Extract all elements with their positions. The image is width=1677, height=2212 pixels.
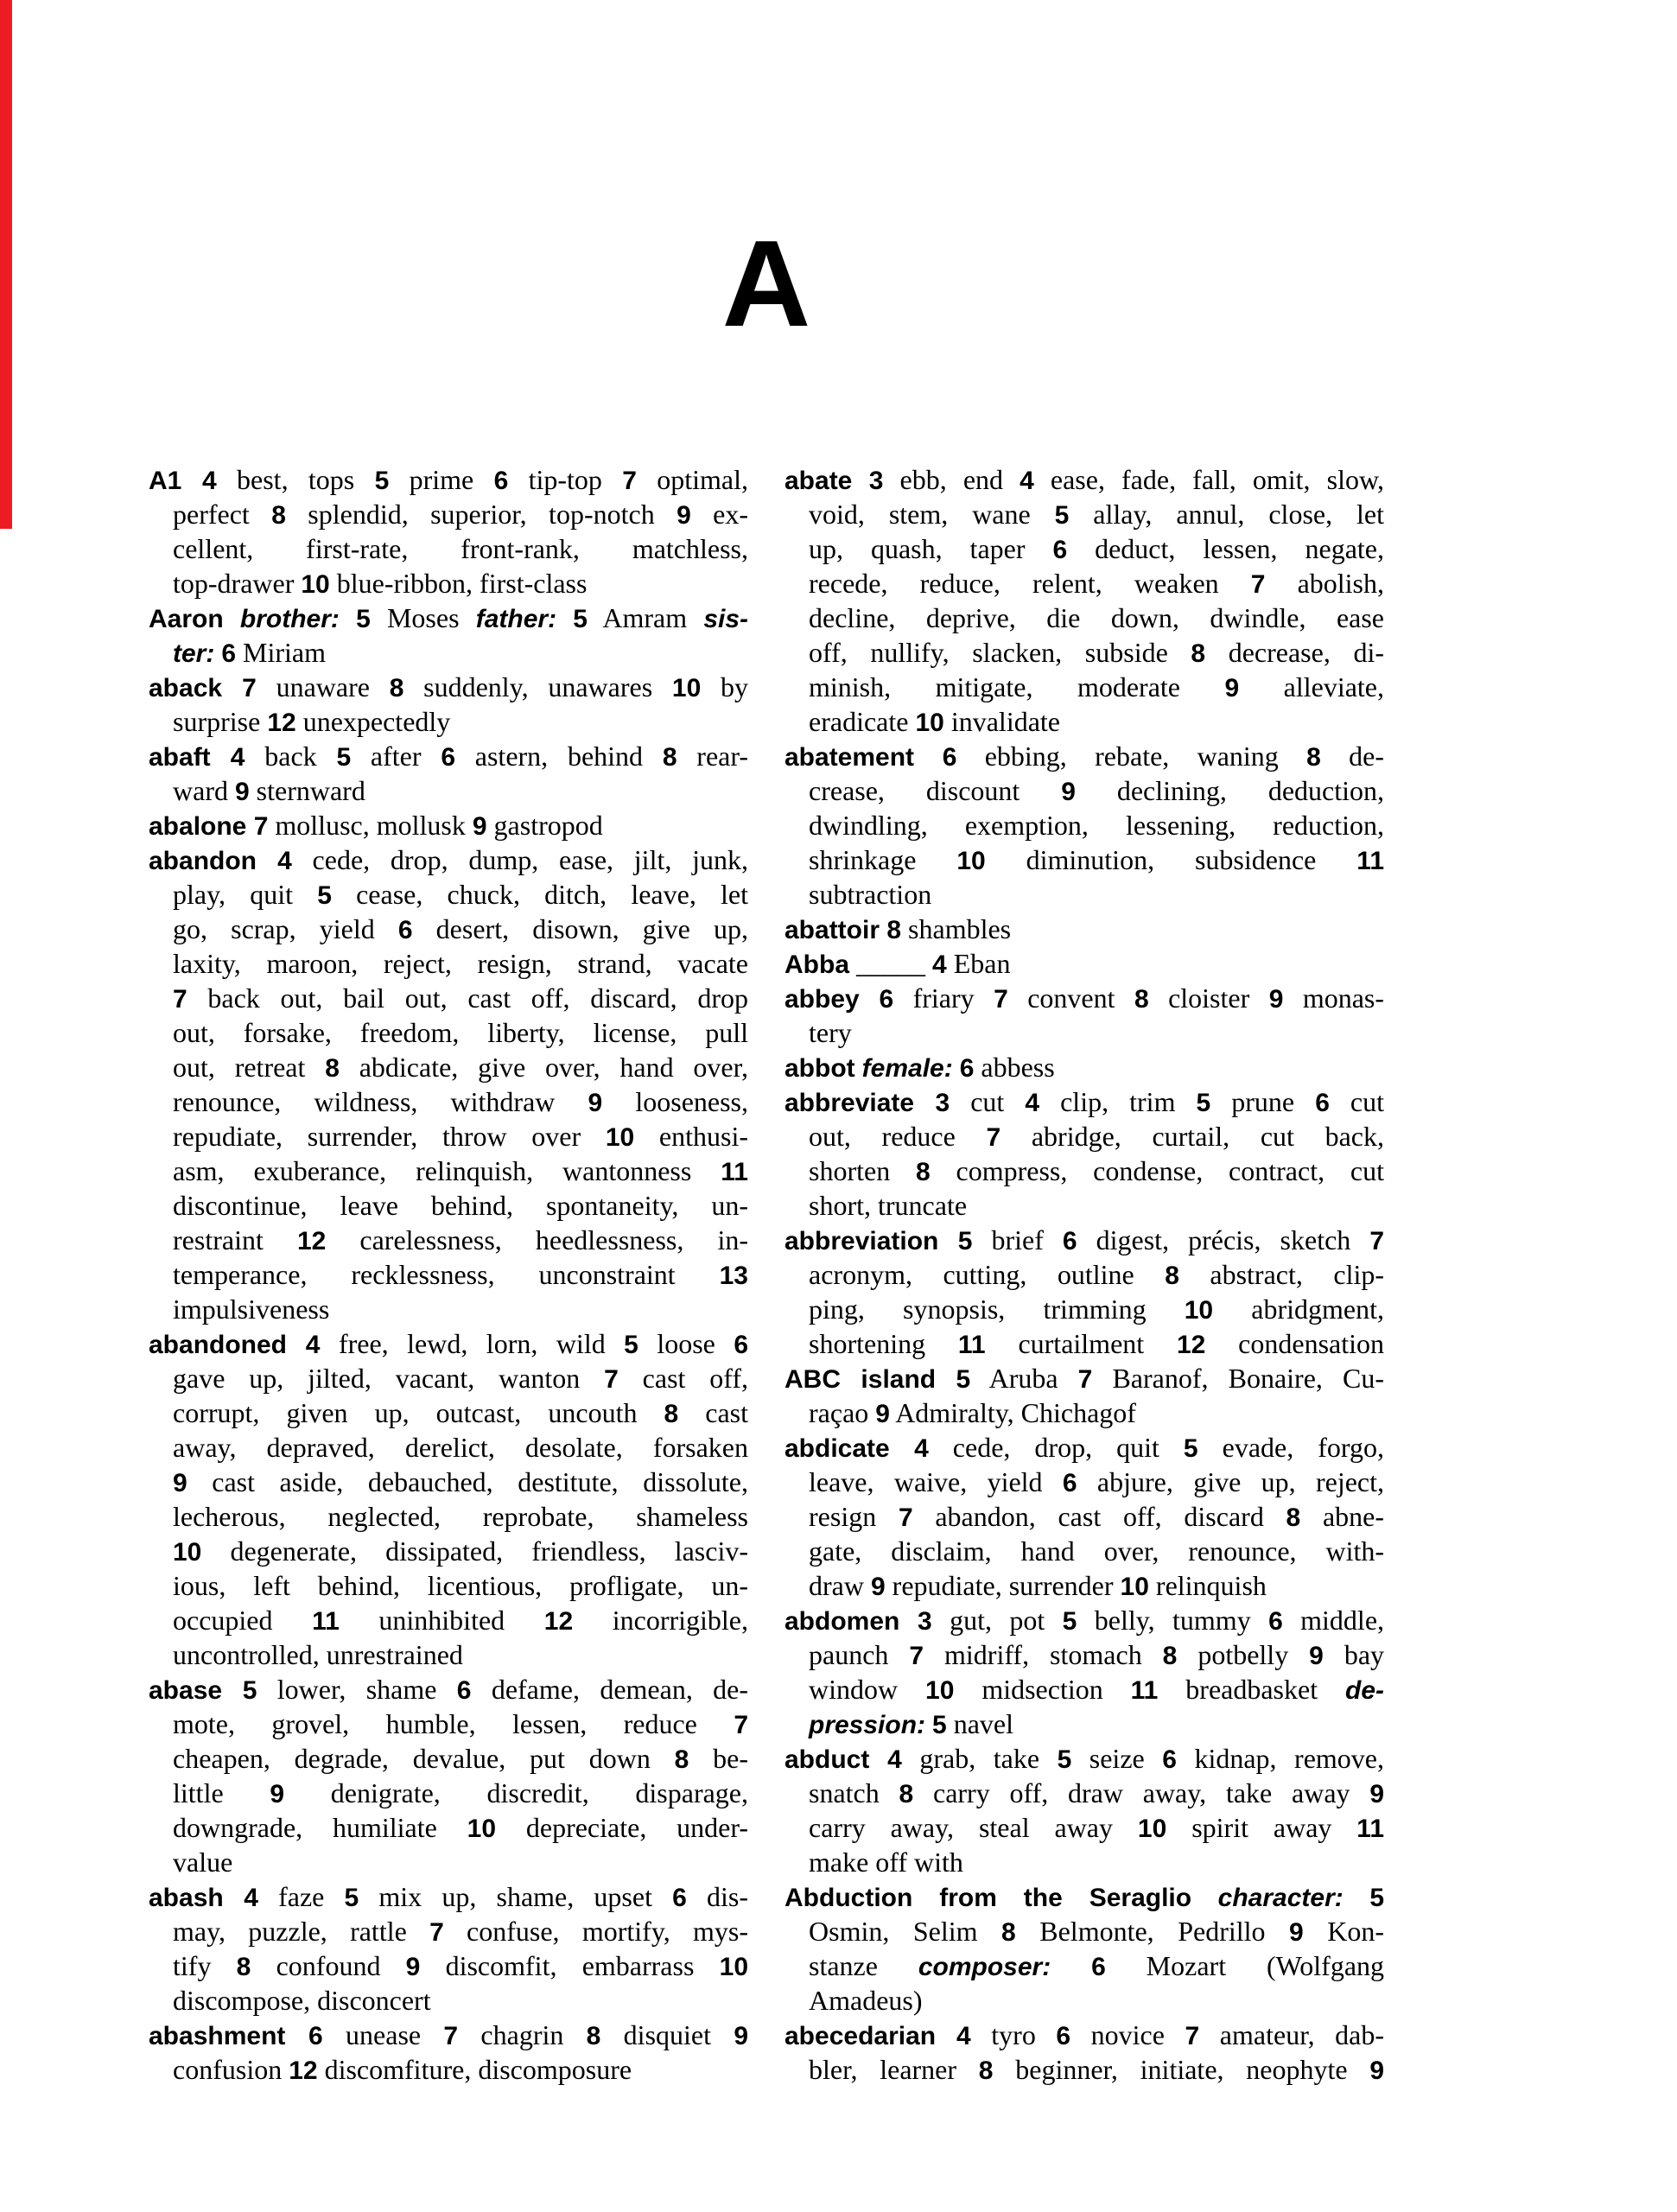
text-line: cheapen, degrade, devalue, put down 8 be- bbox=[173, 1743, 748, 1774]
text-line: out, reduce 7 abridge, curtail, cut back, bbox=[809, 1121, 1385, 1152]
text-line: lecherous, neglected, reprobate, shameless bbox=[173, 1501, 748, 1532]
headword-or-count: 6 bbox=[959, 1054, 975, 1083]
headword-or-count: 8 bbox=[662, 743, 677, 772]
headword-or-count: 7 bbox=[429, 1918, 444, 1947]
headword-or-count: Aaron bbox=[149, 605, 224, 633]
headword-or-count: 8 bbox=[674, 1745, 689, 1774]
text-line: restraint 12 carelessness, heedlessness, in- bbox=[173, 1224, 749, 1255]
text-line: eradicate 10 invalidate bbox=[809, 706, 1060, 737]
headword-or-count: 7 bbox=[909, 1642, 924, 1670]
headword-or-count: abase 5 bbox=[149, 1676, 257, 1705]
headword-or-count: 9 bbox=[1061, 778, 1076, 806]
headword-or-count: 9 bbox=[1309, 1642, 1324, 1670]
text-line: window 10 midsection 11 breadbasket de- bbox=[809, 1674, 1385, 1705]
headword-or-count: 8 bbox=[1134, 985, 1149, 1014]
headword-or-count: 6 bbox=[734, 1331, 749, 1359]
text-line: resign 7 abandon, cast off, discard 8 abne- bbox=[809, 1501, 1385, 1532]
headword-or-count: abattoir 8 bbox=[785, 916, 902, 944]
headword-or-count: ABC island 5 bbox=[785, 1365, 971, 1394]
headword-or-count: 8 bbox=[271, 501, 286, 530]
text-line: abbot female: 6 abbess bbox=[785, 1052, 1055, 1083]
text-line: 7 back out, bail out, cast off, discard, drop bbox=[173, 982, 748, 1014]
text-line: play, quit 5 cease, chuck, ditch, leave, let bbox=[173, 879, 749, 910]
headword-or-count: 12 bbox=[289, 2056, 318, 2085]
headword-or-count: 9 bbox=[677, 501, 691, 530]
headword-or-count: 7 bbox=[994, 985, 1008, 1014]
headword-or-count: abbey 6 bbox=[785, 985, 894, 1014]
italic-qualifier: pression: bbox=[809, 1711, 926, 1739]
headword-or-count: aback 7 bbox=[149, 674, 257, 702]
headword-or-count: 8 bbox=[916, 1158, 931, 1186]
headword-or-count: 7 bbox=[1369, 1227, 1384, 1255]
text-line: little 9 denigrate, discredit, disparage, bbox=[173, 1777, 748, 1808]
italic-qualifier: sis- bbox=[703, 605, 749, 633]
text-line: void, stem, wane 5 allay, annul, close, let bbox=[809, 499, 1385, 530]
text-line: value bbox=[173, 1847, 233, 1878]
headword-or-count: 10 bbox=[467, 1815, 497, 1843]
headword-or-count: 9 bbox=[1268, 985, 1284, 1014]
headword-or-count: 10 bbox=[925, 1676, 955, 1705]
text-line: dwindling, exemption, lessening, reduction, bbox=[809, 810, 1384, 841]
text-line: out, forsake, freedom, liberty, license, pull bbox=[173, 1017, 748, 1048]
text-line: abase 5 lower, shame 6 defame, demean, de- bbox=[149, 1674, 749, 1705]
text-line: Abba _____ 4 Eban bbox=[785, 948, 1011, 979]
headword-or-count: 5 bbox=[1057, 1745, 1072, 1774]
headword-or-count: 9 bbox=[875, 1400, 890, 1428]
headword-or-count: 8 bbox=[1286, 1503, 1301, 1532]
headword-or-count: 10 bbox=[915, 709, 944, 737]
text-line: tify 8 confound 9 discomfit, embarrass 10 bbox=[173, 1950, 749, 1981]
text-line: abecedarian 4 tyro 6 novice 7 amateur, dab- bbox=[785, 2019, 1385, 2050]
headword-or-count: 4 bbox=[1025, 1089, 1040, 1117]
text-line: temperance, recklessness, unconstraint 13 bbox=[173, 1259, 748, 1290]
headword-or-count: 13 bbox=[719, 1262, 748, 1290]
text-line: abash 4 faze 5 mix up, shame, upset 6 dis- bbox=[149, 1881, 748, 1912]
headword-or-count: 7 bbox=[898, 1503, 913, 1532]
text-line: abduct 4 grab, take 5 seize 6 kidnap, remove, bbox=[785, 1743, 1385, 1774]
headword-or-count: 7 bbox=[1250, 570, 1266, 599]
italic-qualifier: character: bbox=[1217, 1884, 1344, 1912]
text-line: tery bbox=[809, 1017, 852, 1048]
headword-or-count: abalone 7 bbox=[149, 812, 269, 841]
headword-or-count: 8 bbox=[1165, 1262, 1179, 1290]
text-line: Osmin, Selim 8 Belmonte, Pedrillo 9 Kon- bbox=[809, 1916, 1384, 1947]
headword-or-count: abduct 4 bbox=[785, 1745, 902, 1774]
text-line: impulsiveness bbox=[173, 1294, 330, 1325]
text-line: acronym, cutting, outline 8 abstract, clip- bbox=[809, 1259, 1385, 1290]
headword-or-count: A1 4 bbox=[149, 467, 217, 495]
left-column bbox=[149, 462, 748, 2087]
right-column bbox=[785, 462, 1384, 2087]
text-line: laxity, maroon, reject, resign, strand, vacate bbox=[173, 948, 748, 979]
headword-or-count: 5 bbox=[336, 743, 352, 772]
headword-or-count: 8 bbox=[664, 1400, 679, 1428]
headword-or-count: 10 bbox=[1120, 1573, 1149, 1601]
text-line: renounce, wildness, withdraw 9 looseness, bbox=[173, 1086, 749, 1117]
text-line: cellent, first-rate, front-rank, matchless, bbox=[173, 533, 748, 564]
text-line: shrinkage 10 diminution, subsidence 11 bbox=[809, 844, 1385, 875]
text-line: occupied 11 uninhibited 12 incorrigible, bbox=[173, 1605, 749, 1636]
italic-qualifier: ter: bbox=[173, 639, 215, 668]
text-line: uncontrolled, unrestrained bbox=[173, 1639, 463, 1670]
text-line: draw 9 repudiate, surrender 10 relinquish bbox=[809, 1570, 1267, 1601]
headword-or-count: 9 bbox=[270, 1780, 285, 1808]
headword-or-count: 6 bbox=[1052, 536, 1068, 564]
headword-or-count: 9 bbox=[1369, 1780, 1385, 1808]
text-line: ABC island 5 Aruba 7 Baranof, Bonaire, Cu- bbox=[785, 1363, 1385, 1394]
text-line: abattoir 8 shambles bbox=[785, 913, 1012, 944]
headword-or-count: 8 bbox=[325, 1054, 340, 1083]
headword-or-count: 5 bbox=[624, 1331, 638, 1359]
italic-qualifier: female: bbox=[861, 1054, 953, 1083]
text-line: abandon 4 cede, drop, dump, ease, jilt, junk, bbox=[149, 844, 749, 875]
headword-or-count: 7 bbox=[1185, 2022, 1200, 2050]
text-line: stanze composer: 6 Mozart (Wolfgang bbox=[809, 1950, 1385, 1981]
headword-or-count: 9 bbox=[1224, 674, 1240, 702]
headword-or-count: 6 bbox=[441, 743, 455, 772]
headword-or-count: 5 bbox=[1054, 501, 1070, 530]
text-line: ter: 6 Miriam bbox=[173, 637, 327, 668]
headword-or-count: 4 bbox=[1020, 467, 1034, 495]
headword-or-count: 11 bbox=[957, 1331, 986, 1359]
headword-or-count: 5 bbox=[356, 605, 371, 633]
text-line: Amadeus) bbox=[809, 1985, 923, 2016]
headword-or-count: 6 bbox=[1162, 1745, 1177, 1774]
text-line: leave, waive, yield 6 abjure, give up, reject, bbox=[809, 1466, 1385, 1497]
headword-or-count: 10 bbox=[173, 1538, 202, 1567]
headword-or-count: abbreviate 3 bbox=[785, 1089, 950, 1117]
headword-or-count: 6 bbox=[493, 467, 509, 495]
text-line: go, scrap, yield 6 desert, disown, give up, bbox=[173, 913, 749, 944]
headword-or-count: abbot bbox=[785, 1054, 855, 1083]
headword-or-count: 8 bbox=[586, 2022, 601, 2050]
headword-or-count: 7 bbox=[734, 1711, 748, 1739]
text-line: short, truncate bbox=[809, 1190, 968, 1221]
headword-or-count: 7 bbox=[604, 1365, 619, 1394]
italic-qualifier: father: bbox=[475, 605, 557, 633]
text-line: corrupt, given up, outcast, uncouth 8 cast bbox=[173, 1397, 749, 1428]
text-line: abalone 7 mollusc, mollusk 9 gastropod bbox=[149, 810, 603, 841]
headword-or-count: 8 bbox=[389, 674, 404, 702]
headword-or-count: 8 bbox=[978, 2056, 994, 2085]
text-line: repudiate, surrender, throw over 10 enthusi- bbox=[173, 1121, 749, 1152]
headword-or-count: 5 bbox=[1196, 1089, 1211, 1117]
text-line: top-drawer 10 blue-ribbon, first-class bbox=[173, 568, 588, 599]
text-line: up, quash, taper 6 deduct, lessen, negate, bbox=[809, 533, 1385, 564]
headword-or-count: 6 bbox=[1062, 1227, 1077, 1255]
headword-or-count: 8 bbox=[236, 1953, 251, 1981]
headword-or-count: 5 bbox=[344, 1884, 359, 1912]
headword-or-count: 11 bbox=[1130, 1676, 1159, 1705]
headword-or-count: abandoned 4 bbox=[149, 1331, 321, 1359]
text-line: Aaron brother: 5 Moses father: 5 Amram sis- bbox=[149, 602, 749, 633]
headword-or-count: 5 bbox=[1062, 1607, 1077, 1636]
text-line: ious, left behind, licentious, profligate, un- bbox=[173, 1570, 748, 1601]
headword-or-count: 10 bbox=[671, 674, 702, 702]
text-line: abbreviation 5 brief 6 digest, précis, sketch 7 bbox=[785, 1224, 1384, 1255]
text-line: shortening 11 curtailment 12 condensation bbox=[809, 1328, 1384, 1359]
headword-or-count: 10 bbox=[1184, 1296, 1214, 1325]
text-line: raçao 9 Admiralty, Chichagof bbox=[809, 1397, 1136, 1428]
headword-or-count: 12 bbox=[267, 709, 296, 737]
text-line: downgrade, humiliate 10 depreciate, under- bbox=[173, 1812, 749, 1843]
headword-or-count: 8 bbox=[1162, 1642, 1178, 1670]
headword-or-count: abbreviation 5 bbox=[785, 1227, 973, 1255]
headword-or-count: 11 bbox=[721, 1158, 748, 1186]
text-line: gate, disclaim, hand over, renounce, with- bbox=[809, 1535, 1384, 1567]
text-line: out, retreat 8 abdicate, give over, hand over, bbox=[173, 1052, 749, 1083]
headword-or-count: 9 bbox=[734, 2022, 748, 2050]
headword-or-count: 12 bbox=[296, 1227, 327, 1255]
text-line: abate 3 ebb, end 4 ease, fade, fall, omit, slow, bbox=[785, 464, 1384, 495]
headword-or-count: 7 bbox=[173, 985, 187, 1014]
headword-or-count: 9 bbox=[405, 1953, 421, 1981]
headword-or-count: 5 bbox=[1369, 1884, 1384, 1912]
headword-or-count: 8 bbox=[899, 1780, 914, 1808]
text-line: abbreviate 3 cut 4 clip, trim 5 prune 6 cut bbox=[785, 1086, 1385, 1117]
text-line: gave up, jilted, vacant, wanton 7 cast off, bbox=[173, 1363, 749, 1394]
text-line: discompose, disconcert bbox=[173, 1985, 431, 2016]
headword-or-count: 5 bbox=[374, 467, 390, 495]
text-line: shorten 8 compress, condense, contract, cut bbox=[809, 1155, 1385, 1186]
headword-or-count: 12 bbox=[543, 1607, 574, 1636]
headword-or-count: abashment 6 bbox=[149, 2022, 323, 2050]
headword-or-count: abaft 4 bbox=[149, 743, 245, 772]
headword-or-count: 12 bbox=[1176, 1331, 1206, 1359]
text-line: carry away, steal away 10 spirit away 11 bbox=[809, 1812, 1385, 1843]
headword-or-count: abate 3 bbox=[785, 467, 884, 495]
headword-or-count: abandon 4 bbox=[149, 847, 292, 875]
headword-or-count: 6 bbox=[672, 1884, 687, 1912]
headword-or-count: 10 bbox=[301, 570, 330, 599]
headword-or-count: 5 bbox=[1183, 1434, 1198, 1463]
headword-or-count: abash 4 bbox=[149, 1884, 258, 1912]
text-line: abdomen 3 gut, pot 5 belly, tummy 6 middle, bbox=[785, 1605, 1385, 1636]
headword-or-count: 10 bbox=[719, 1953, 749, 1981]
headword-or-count: 7 bbox=[986, 1123, 1001, 1152]
headword-or-count: 9 bbox=[173, 1469, 187, 1497]
headword-or-count: 8 bbox=[1191, 639, 1206, 668]
headword-or-count: abdomen 3 bbox=[785, 1607, 932, 1636]
italic-qualifier: de- bbox=[1345, 1676, 1385, 1705]
italic-qualifier: brother: bbox=[239, 605, 340, 633]
headword-or-count: 5 bbox=[317, 881, 332, 910]
headword-or-count: 11 bbox=[1356, 847, 1385, 875]
text-line: A1 4 best, tops 5 prime 6 tip-top 7 optimal, bbox=[149, 464, 749, 495]
headword-or-count: 11 bbox=[1356, 1815, 1385, 1843]
text-line: recede, reduce, relent, weaken 7 abolish, bbox=[809, 568, 1385, 599]
text-line: 9 cast aside, debauched, destitute, dissolute, bbox=[173, 1466, 748, 1497]
text-line: ping, synopsis, trimming 10 abridgment, bbox=[809, 1294, 1385, 1325]
text-line bbox=[785, 1879, 1384, 1914]
text-line: subtraction bbox=[809, 879, 932, 910]
text-line: pression: 5 navel bbox=[809, 1708, 1014, 1739]
text-line: snatch 8 carry off, draw away, take away 9 bbox=[809, 1777, 1385, 1808]
headword-or-count: 8 bbox=[1001, 1918, 1016, 1947]
text-line: minish, mitigate, moderate 9 alleviate, bbox=[809, 671, 1385, 702]
headword-or-count: 8 bbox=[1306, 743, 1321, 772]
headword-or-count: abecedarian 4 bbox=[785, 2022, 971, 2050]
red-thumb-index-mark bbox=[0, 0, 12, 529]
headword-or-count: 10 bbox=[1137, 1815, 1167, 1843]
headword-or-count: abdicate 4 bbox=[785, 1434, 929, 1463]
headword-or-count: 9 bbox=[234, 778, 250, 806]
headword-or-count: 10 bbox=[956, 847, 986, 875]
headword-or-count: 5 bbox=[932, 1711, 947, 1739]
text-line: mote, grovel, humble, lessen, reduce 7 bbox=[173, 1708, 748, 1739]
headword-or-count: 6 bbox=[1062, 1469, 1077, 1497]
text-line: abashment 6 unease 7 chagrin 8 disquiet 9 bbox=[149, 2019, 748, 2050]
headword-or-count: 9 bbox=[870, 1573, 886, 1601]
headword-or-count: 6 bbox=[456, 1676, 472, 1705]
text-line: crease, discount 9 declining, deduction, bbox=[809, 775, 1384, 806]
text-line: discontinue, leave behind, spontaneity, un- bbox=[173, 1190, 748, 1221]
text-line: asm, exuberance, relinquish, wantonness 11 bbox=[173, 1155, 748, 1186]
text-line: abdicate 4 cede, drop, quit 5 evade, forgo, bbox=[785, 1432, 1385, 1463]
text-line: abbey 6 friary 7 convent 8 cloister 9 monas- bbox=[785, 982, 1385, 1014]
headword-or-count: 6 bbox=[1315, 1089, 1330, 1117]
headword-or-count: Abba bbox=[785, 950, 849, 979]
headword-or-count: 9 bbox=[1289, 1918, 1304, 1947]
text-line: make off with bbox=[809, 1847, 963, 1878]
text-line: bler, learner 8 beginner, initiate, neophyte 9 bbox=[809, 2054, 1385, 2085]
headword-or-count: Abduction from the Seraglio bbox=[785, 1884, 1192, 1912]
text-line: decline, deprive, die down, dwindle, ease bbox=[809, 602, 1384, 633]
headword-or-count: 9 bbox=[588, 1089, 603, 1117]
headword-or-count: 7 bbox=[443, 2022, 459, 2050]
text-line: ward 9 sternward bbox=[173, 775, 365, 806]
headword-or-count: 9 bbox=[1369, 2056, 1385, 2085]
text-line: 10 degenerate, dissipated, friendless, lasciv- bbox=[173, 1535, 748, 1567]
headword-or-count: 4 bbox=[932, 950, 947, 979]
headword-or-count: 10 bbox=[605, 1123, 635, 1152]
italic-qualifier: composer: bbox=[918, 1953, 1051, 1981]
text-line: confusion 12 discomfiture, discomposure bbox=[173, 2054, 632, 2085]
headword-or-count: 6 bbox=[1091, 1953, 1106, 1981]
text-line: away, depraved, derelict, desolate, forsaken bbox=[173, 1432, 748, 1463]
headword-or-count: abatement 6 bbox=[785, 743, 957, 772]
text-line: abatement 6 ebbing, rebate, waning 8 de- bbox=[785, 741, 1384, 772]
text-line: aback 7 unaware 8 suddenly, unawares 10 by bbox=[149, 671, 749, 702]
text-line: surprise 12 unexpectedly bbox=[173, 706, 451, 737]
headword-or-count: 9 bbox=[472, 812, 487, 841]
text-line: abandoned 4 free, lewd, lorn, wild 5 loose 6 bbox=[149, 1328, 749, 1359]
headword-or-count: 11 bbox=[312, 1607, 340, 1636]
section-letter-heading: A bbox=[721, 215, 811, 353]
text-line: abaft 4 back 5 after 6 astern, behind 8 rear- bbox=[149, 741, 749, 772]
headword-or-count: 6 bbox=[1268, 1607, 1283, 1636]
text-line: paunch 7 midriff, stomach 8 potbelly 9 bay bbox=[809, 1639, 1385, 1670]
text-line: perfect 8 splendid, superior, top-notch 9 ex- bbox=[173, 499, 749, 530]
headword-or-count: 5 bbox=[573, 605, 588, 633]
headword-or-count: 6 bbox=[221, 639, 237, 668]
headword-or-count: 6 bbox=[397, 916, 413, 944]
text-line: may, puzzle, rattle 7 confuse, mortify, mys- bbox=[173, 1916, 749, 1947]
headword-or-count: 6 bbox=[1056, 2022, 1071, 2050]
headword-or-count: 7 bbox=[622, 467, 637, 495]
text-line: off, nullify, slacken, subside 8 decrease, di- bbox=[809, 637, 1384, 668]
headword-or-count: 7 bbox=[1077, 1365, 1093, 1394]
